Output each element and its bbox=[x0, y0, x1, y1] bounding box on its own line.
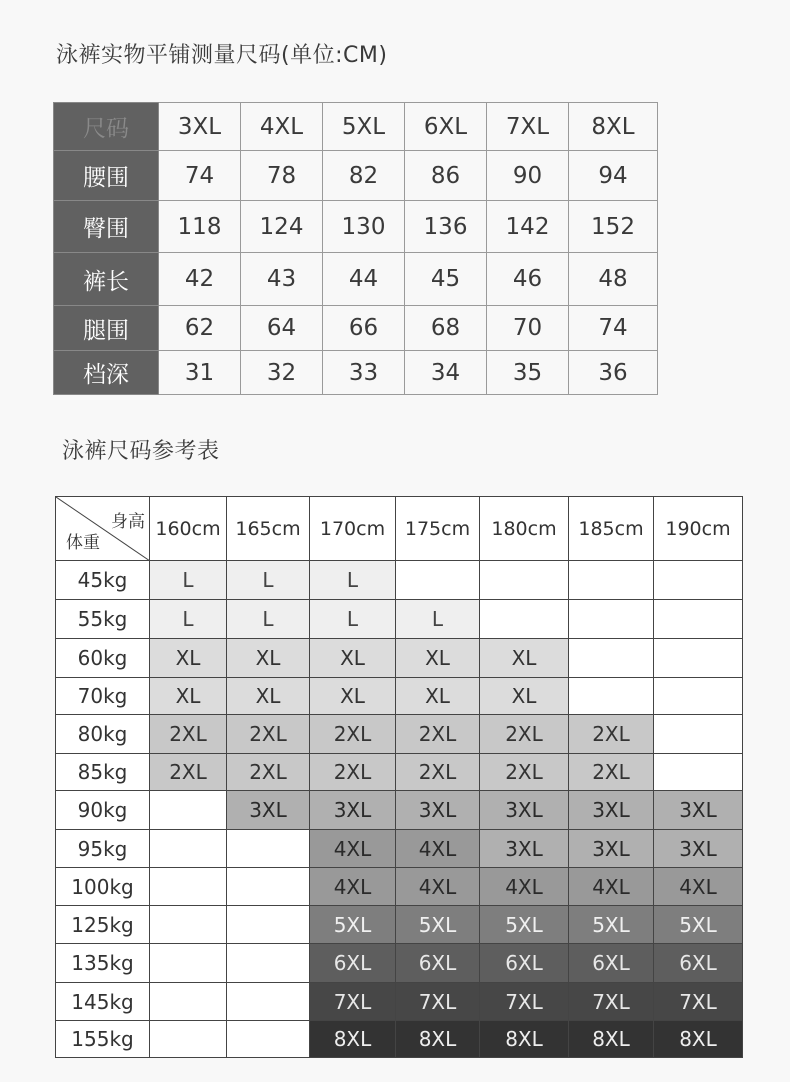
measurement-value: 118 bbox=[159, 201, 241, 253]
size-cell bbox=[227, 1021, 310, 1058]
size-cell: 4XL bbox=[569, 868, 654, 906]
size-cell: 5XL bbox=[480, 906, 569, 944]
size-cell: XL bbox=[396, 639, 480, 678]
reference-row bbox=[56, 561, 743, 600]
height-column-header: 190cm bbox=[654, 497, 743, 561]
size-cell: 2XL bbox=[480, 754, 569, 791]
size-cell: 2XL bbox=[569, 754, 654, 791]
measurement-value: 136 bbox=[405, 201, 487, 253]
size-cell: XL bbox=[396, 678, 480, 715]
size-cell: 4XL bbox=[654, 868, 743, 906]
size-cell: XL bbox=[150, 639, 227, 678]
measurement-value: 44 bbox=[323, 253, 405, 306]
size-cell: L bbox=[310, 561, 396, 600]
measurement-row-label: 腿围 bbox=[54, 306, 159, 351]
size-cell: XL bbox=[227, 639, 310, 678]
height-column-header: 175cm bbox=[396, 497, 480, 561]
size-cell: 2XL bbox=[480, 715, 569, 754]
weight-row-label: 125kg bbox=[56, 906, 150, 944]
size-cell bbox=[150, 830, 227, 868]
weight-row-label: 135kg bbox=[56, 944, 150, 983]
size-cell: 3XL bbox=[569, 830, 654, 868]
measurement-value: 74 bbox=[569, 306, 658, 351]
measurement-value: 82 bbox=[323, 151, 405, 201]
size-cell: 2XL bbox=[569, 715, 654, 754]
size-column-header: 8XL bbox=[569, 103, 658, 151]
height-column-header: 170cm bbox=[310, 497, 396, 561]
size-cell: 3XL bbox=[396, 791, 480, 830]
size-cell bbox=[654, 754, 743, 791]
size-cell: L bbox=[150, 561, 227, 600]
size-cell: 8XL bbox=[480, 1021, 569, 1058]
reference-title: 泳裤尺码参考表 bbox=[62, 439, 220, 464]
size-cell: XL bbox=[480, 678, 569, 715]
size-cell: 4XL bbox=[396, 868, 480, 906]
weight-row-label: 100kg bbox=[56, 868, 150, 906]
measurement-value: 70 bbox=[487, 306, 569, 351]
size-cell: XL bbox=[310, 639, 396, 678]
reference-row bbox=[56, 906, 743, 944]
size-cell: 3XL bbox=[654, 791, 743, 830]
size-cell: 5XL bbox=[569, 906, 654, 944]
reference-row bbox=[56, 754, 743, 791]
size-cell bbox=[654, 561, 743, 600]
reference-header-row bbox=[56, 497, 743, 561]
size-cell: 2XL bbox=[310, 754, 396, 791]
size-cell bbox=[227, 906, 310, 944]
height-column-header: 160cm bbox=[150, 497, 227, 561]
size-cell bbox=[654, 600, 743, 639]
measurement-header-row bbox=[54, 103, 658, 151]
size-cell bbox=[569, 639, 654, 678]
size-cell: 8XL bbox=[310, 1021, 396, 1058]
measurement-row bbox=[54, 151, 658, 201]
size-cell: 8XL bbox=[654, 1021, 743, 1058]
size-cell bbox=[150, 944, 227, 983]
size-cell bbox=[569, 561, 654, 600]
measurement-table bbox=[53, 102, 658, 395]
size-cell: 6XL bbox=[396, 944, 480, 983]
size-cell: 3XL bbox=[310, 791, 396, 830]
size-cell: 2XL bbox=[227, 715, 310, 754]
size-cell: L bbox=[396, 600, 480, 639]
size-reference-table bbox=[55, 496, 743, 1058]
size-cell: 2XL bbox=[396, 754, 480, 791]
height-column-header: 165cm bbox=[227, 497, 310, 561]
height-column-header: 185cm bbox=[569, 497, 654, 561]
size-cell: 7XL bbox=[569, 983, 654, 1021]
size-cell bbox=[150, 906, 227, 944]
size-column-header: 6XL bbox=[405, 103, 487, 151]
size-cell: 5XL bbox=[654, 906, 743, 944]
size-cell: 6XL bbox=[310, 944, 396, 983]
measurement-value: 68 bbox=[405, 306, 487, 351]
size-column-header: 5XL bbox=[323, 103, 405, 151]
size-cell bbox=[654, 715, 743, 754]
size-cell: 4XL bbox=[396, 830, 480, 868]
size-cell bbox=[150, 1021, 227, 1058]
weight-row-label: 95kg bbox=[56, 830, 150, 868]
reference-row bbox=[56, 944, 743, 983]
size-cell: L bbox=[227, 600, 310, 639]
size-cell: 2XL bbox=[310, 715, 396, 754]
measurement-value: 152 bbox=[569, 201, 658, 253]
size-cell bbox=[654, 639, 743, 678]
measurement-value: 74 bbox=[159, 151, 241, 201]
measurement-row bbox=[54, 351, 658, 395]
size-cell bbox=[569, 678, 654, 715]
size-column-header: 7XL bbox=[487, 103, 569, 151]
size-cell bbox=[480, 600, 569, 639]
height-column-header: 180cm bbox=[480, 497, 569, 561]
size-cell bbox=[480, 561, 569, 600]
size-cell bbox=[227, 830, 310, 868]
reference-row bbox=[56, 715, 743, 754]
measurement-value: 43 bbox=[241, 253, 323, 306]
size-cell: 2XL bbox=[396, 715, 480, 754]
size-cell: 2XL bbox=[150, 715, 227, 754]
measurement-row-label: 裤长 bbox=[54, 253, 159, 306]
measurement-row bbox=[54, 306, 658, 351]
measurement-row bbox=[54, 253, 658, 306]
reference-row bbox=[56, 868, 743, 906]
measurement-value: 45 bbox=[405, 253, 487, 306]
measurement-value: 34 bbox=[405, 351, 487, 395]
measurement-value: 66 bbox=[323, 306, 405, 351]
weight-row-label: 155kg bbox=[56, 1021, 150, 1058]
size-cell: 7XL bbox=[310, 983, 396, 1021]
size-cell: 7XL bbox=[480, 983, 569, 1021]
weight-row-label: 85kg bbox=[56, 754, 150, 791]
reference-row bbox=[56, 1021, 743, 1058]
size-cell: 5XL bbox=[310, 906, 396, 944]
size-cell: 3XL bbox=[480, 791, 569, 830]
weight-axis-label: 体重 bbox=[66, 533, 100, 553]
measurement-value: 42 bbox=[159, 253, 241, 306]
measurement-value: 46 bbox=[487, 253, 569, 306]
corner-cell bbox=[56, 497, 150, 561]
reference-row bbox=[56, 600, 743, 639]
size-cell: 6XL bbox=[654, 944, 743, 983]
size-cell: 4XL bbox=[480, 868, 569, 906]
measurement-row bbox=[54, 201, 658, 253]
size-cell bbox=[396, 561, 480, 600]
size-cell: 4XL bbox=[310, 830, 396, 868]
size-column-header: 3XL bbox=[159, 103, 241, 151]
size-cell: 8XL bbox=[569, 1021, 654, 1058]
weight-row-label: 55kg bbox=[56, 600, 150, 639]
size-cell: 3XL bbox=[480, 830, 569, 868]
size-column-header: 4XL bbox=[241, 103, 323, 151]
measurement-value: 130 bbox=[323, 201, 405, 253]
size-cell: XL bbox=[227, 678, 310, 715]
reference-row bbox=[56, 639, 743, 678]
size-cell: 2XL bbox=[227, 754, 310, 791]
size-cell: 5XL bbox=[396, 906, 480, 944]
size-cell: XL bbox=[310, 678, 396, 715]
size-cell: L bbox=[150, 600, 227, 639]
size-cell bbox=[150, 791, 227, 830]
reference-row bbox=[56, 678, 743, 715]
measurement-value: 62 bbox=[159, 306, 241, 351]
reference-row bbox=[56, 830, 743, 868]
reference-row bbox=[56, 983, 743, 1021]
size-cell bbox=[227, 868, 310, 906]
size-cell: 6XL bbox=[480, 944, 569, 983]
size-cell: 4XL bbox=[310, 868, 396, 906]
measurement-value: 33 bbox=[323, 351, 405, 395]
measurement-value: 48 bbox=[569, 253, 658, 306]
size-cell: 3XL bbox=[227, 791, 310, 830]
size-cell: 3XL bbox=[654, 830, 743, 868]
size-cell: XL bbox=[150, 678, 227, 715]
size-cell: XL bbox=[480, 639, 569, 678]
size-cell bbox=[227, 983, 310, 1021]
size-cell: L bbox=[310, 600, 396, 639]
size-cell: 6XL bbox=[569, 944, 654, 983]
measurement-value: 142 bbox=[487, 201, 569, 253]
measurement-value: 86 bbox=[405, 151, 487, 201]
size-cell bbox=[150, 868, 227, 906]
measurement-title: 泳裤实物平铺测量尺码(单位:CM) bbox=[56, 43, 388, 68]
size-cell bbox=[150, 983, 227, 1021]
measurement-value: 124 bbox=[241, 201, 323, 253]
weight-row-label: 145kg bbox=[56, 983, 150, 1021]
weight-row-label: 90kg bbox=[56, 791, 150, 830]
measurement-value: 31 bbox=[159, 351, 241, 395]
measurement-value: 78 bbox=[241, 151, 323, 201]
size-cell: L bbox=[227, 561, 310, 600]
measurement-value: 90 bbox=[487, 151, 569, 201]
weight-row-label: 70kg bbox=[56, 678, 150, 715]
reference-row bbox=[56, 791, 743, 830]
size-cell: 2XL bbox=[150, 754, 227, 791]
size-cell bbox=[227, 944, 310, 983]
measurement-value: 35 bbox=[487, 351, 569, 395]
measurement-row-label: 臀围 bbox=[54, 201, 159, 253]
measurement-value: 94 bbox=[569, 151, 658, 201]
size-cell: 7XL bbox=[396, 983, 480, 1021]
height-axis-label: 身高 bbox=[111, 512, 145, 532]
measurement-row-label: 腰围 bbox=[54, 151, 159, 201]
size-cell: 8XL bbox=[396, 1021, 480, 1058]
size-cell bbox=[654, 678, 743, 715]
weight-row-label: 45kg bbox=[56, 561, 150, 600]
size-cell: 3XL bbox=[569, 791, 654, 830]
measurement-value: 32 bbox=[241, 351, 323, 395]
measurement-row-label: 档深 bbox=[54, 351, 159, 395]
size-cell: 7XL bbox=[654, 983, 743, 1021]
measurement-value: 64 bbox=[241, 306, 323, 351]
weight-row-label: 80kg bbox=[56, 715, 150, 754]
weight-row-label: 60kg bbox=[56, 639, 150, 678]
measurement-value: 36 bbox=[569, 351, 658, 395]
size-header-label: 尺码 bbox=[54, 103, 159, 151]
size-cell bbox=[569, 600, 654, 639]
